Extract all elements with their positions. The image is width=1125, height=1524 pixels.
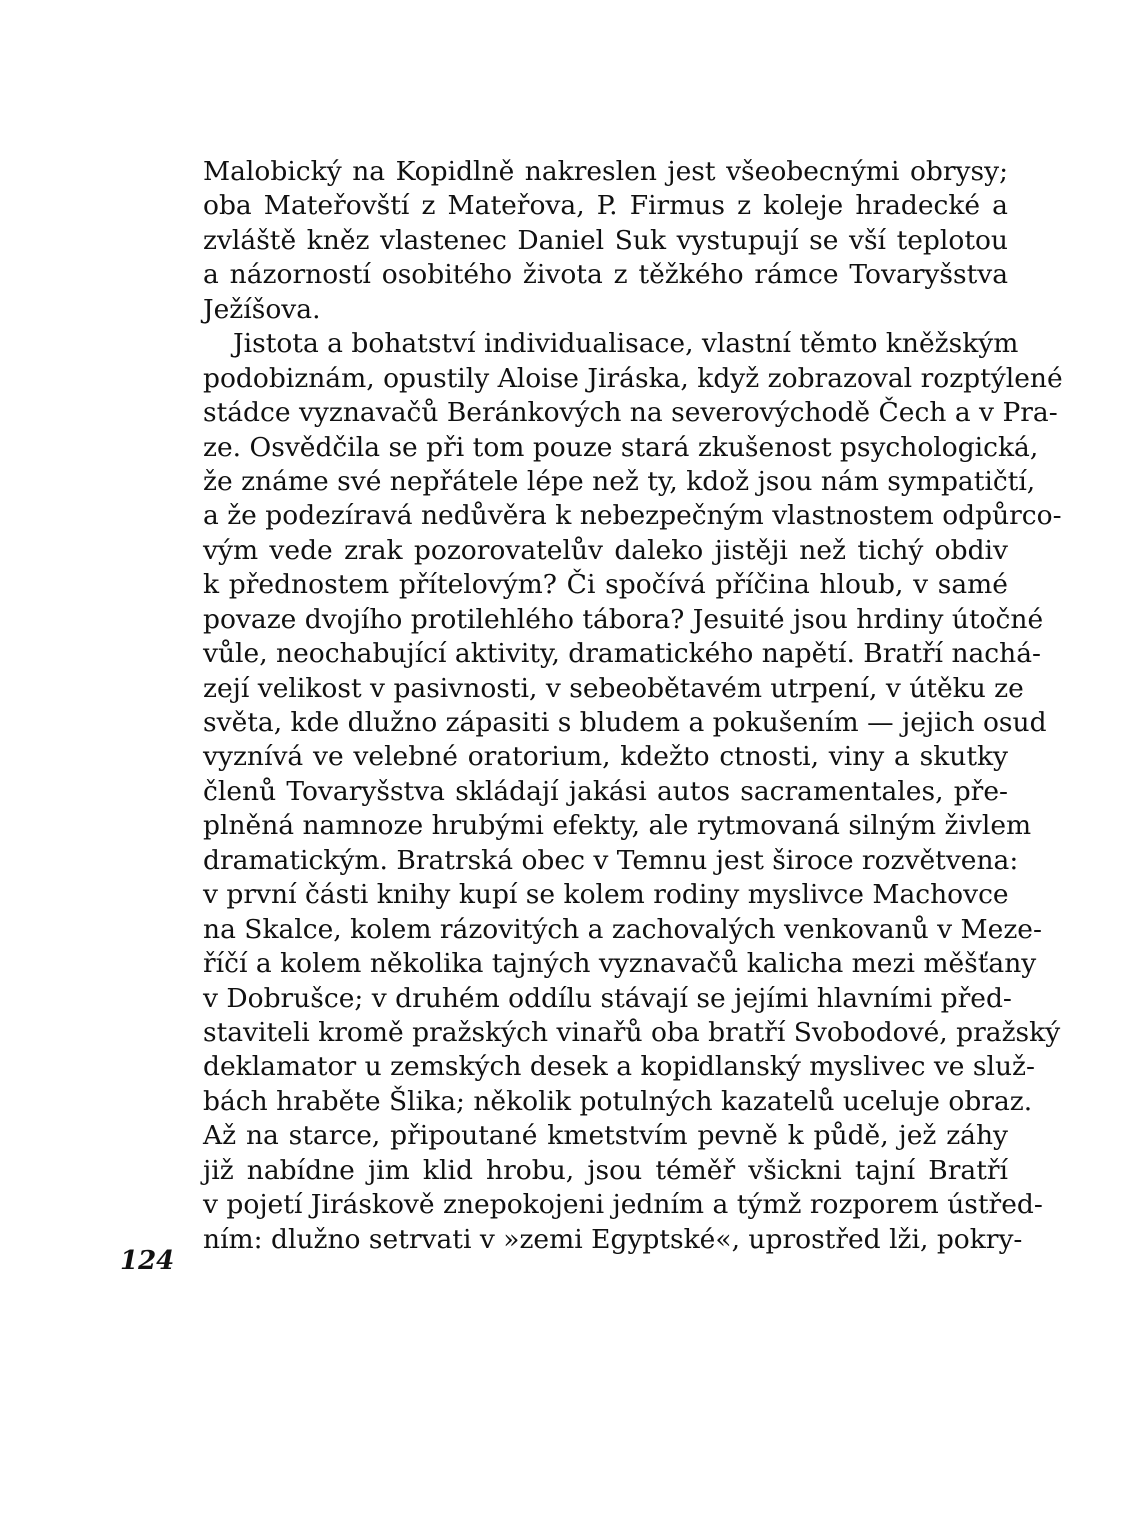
text-line: povaze dvojího protilehlého tábora? Jesuité jsou hrdiny útočné bbox=[203, 603, 1044, 635]
text-line: v první části knihy kupí se kolem rodiny myslivce Machovce bbox=[203, 879, 1009, 911]
text-line: Až na starce, připoutané kmetstvím pevně k půdě, jež záhy bbox=[203, 1120, 1008, 1152]
text-line: v Dobrušce; v druhém oddílu stávají se jejími hlavními před- bbox=[203, 982, 1012, 1014]
page-number: 124 bbox=[120, 1246, 175, 1276]
body-text bbox=[203, 155, 1063, 1257]
text-line: vyznívá ve velebné oratorium, kdežto ctnosti, viny a skutky bbox=[203, 741, 1008, 773]
text-line: plněná namnoze hrubými efekty, ale rytmovaná silným živlem bbox=[203, 810, 1032, 842]
text-line: oba Mateřovští z Mateřova, P. Firmus z koleje hradecké a bbox=[203, 190, 1008, 222]
text-line: již nabídne jim klid hrobu, jsou téměř všickni tajní Bratří bbox=[203, 1154, 1008, 1186]
text-line: podobiznám, opustily Aloise Jiráska, když zobrazoval rozptýlené bbox=[203, 362, 1063, 394]
text-line: vůle, neochabující aktivity, dramatického napětí. Bratří nachá- bbox=[203, 638, 1041, 670]
text-line: Jistota a bohatství individualisace, vlastní těmto kněžským bbox=[233, 328, 1019, 360]
paragraph-1 bbox=[203, 155, 1008, 327]
text-line: Malobický na Kopidlně nakreslen jest všeobecnými obrysy; bbox=[203, 156, 1008, 187]
text-line: deklamator u zemských desek a kopidlanský myslivec ve služ- bbox=[203, 1051, 1035, 1083]
text-line: že známe své nepřátele lépe než ty, kdož jsou nám sympatičtí, bbox=[203, 465, 1036, 497]
text-line: světa, kde dlužno zápasiti s bludem a pokušením — jejich osud bbox=[203, 707, 1047, 738]
text-line: říčí a kolem několika tajných vyznavačů kalicha mezi měšťany bbox=[203, 948, 1037, 980]
text-line: staviteli kromě pražských vinařů oba bratří Svobodové, pražský bbox=[203, 1016, 1061, 1048]
text-line: dramatickým. Bratrská obec v Temnu jest široce rozvětvena: bbox=[203, 844, 1019, 876]
text-line: ním: dlužno setrvati v »zemi Egyptské«, uprostřed lži, pokry- bbox=[203, 1223, 1023, 1255]
text-line: v pojetí Jiráskově znepokojeni jedním a týmž rozporem ústřed- bbox=[203, 1189, 1043, 1221]
text-line: bách hraběte Šlika; několik potulných kazatelů uceluje obraz. bbox=[203, 1085, 1033, 1117]
text-line: stádce vyznavačů Beránkových na severovýchodě Čech a v Pra- bbox=[203, 397, 1058, 429]
text-line: členů Tovaryšstva skládají jakási autos sacramentales, pře- bbox=[203, 775, 1008, 807]
text-line: ze. Osvědčila se při tom pouze stará zkušenost psychologická, bbox=[203, 431, 1039, 463]
text-line: vým vede zrak pozorovatelův daleko jistěji než tichý obdiv bbox=[203, 534, 1008, 566]
text-line: zvláště kněz vlastenec Daniel Suk vystupují se vší teplotou bbox=[203, 224, 1008, 256]
paragraph-2 bbox=[203, 327, 1063, 1257]
text-line: zejí velikost v pasivnosti, v sebeobětavém utrpení, v útěku ze bbox=[203, 672, 1024, 704]
text-line: Ježíšova. bbox=[203, 293, 321, 325]
text-line: a názorností osobitého života z těžkého rámce Tovaryšstva bbox=[203, 259, 1008, 291]
text-line: na Skalce, kolem rázovitých a zachovalých venkovanů v Meze- bbox=[203, 913, 1042, 945]
text-line: a že podezíravá nedůvěra k nebezpečným vlastnostem odpůrco- bbox=[203, 500, 1062, 532]
text-line: k přednostem přítelovým? Či spočívá příčina hloub, v samé bbox=[203, 569, 1008, 601]
